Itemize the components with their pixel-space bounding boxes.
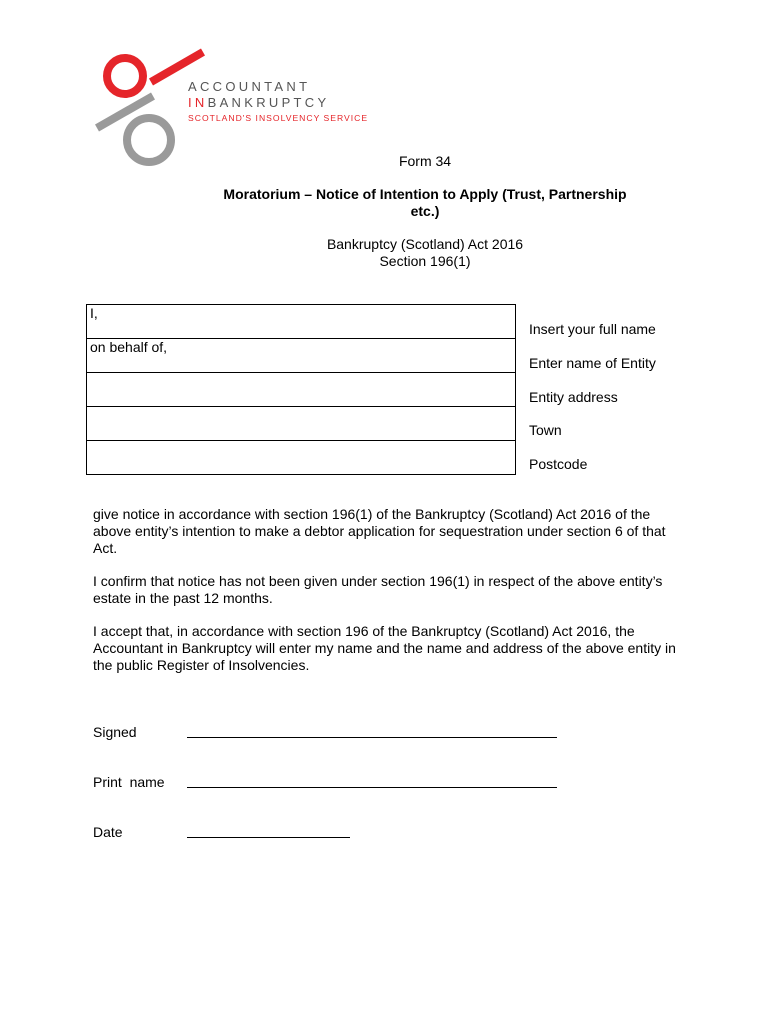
table-row	[87, 339, 516, 373]
acceptance-paragraph: I accept that, in accordance with section 196 of the Bankruptcy (Scotland) Act 2016, the Accountant in Bankruptcy will enter my name and the name and address of the above entity in the public Register of Insolvencies.	[93, 623, 676, 673]
entity-name-field[interactable]: on behalf of,	[87, 339, 516, 373]
postcode-field[interactable]	[87, 441, 516, 475]
date-line[interactable]	[187, 836, 350, 838]
logo-line-accountant: ACCOUNTANT	[188, 79, 311, 94]
date-label: Date	[93, 824, 123, 840]
logo-in: IN	[188, 95, 208, 110]
act-section: Section 196(1)	[379, 253, 471, 269]
notice-paragraph: give notice in accordance with section 196(1) of the Bankruptcy (Scotland) Act 2016 of the above entity’s intention to make a debtor application for sequestration under section 6 of that Act.	[93, 506, 666, 556]
hint-full-name: Insert your full name	[529, 321, 656, 337]
entity-details-table	[86, 304, 516, 475]
signed-label: Signed	[93, 724, 137, 740]
print-name-label: Print name	[93, 774, 165, 790]
logo-grey-bar	[97, 96, 153, 128]
hint-postcode: Postcode	[529, 456, 588, 472]
full-name-field[interactable]: I,	[87, 305, 516, 339]
act-reference	[220, 236, 630, 270]
table-row	[87, 373, 516, 407]
hint-entity-address: Entity address	[529, 389, 618, 405]
print-name-line[interactable]	[187, 786, 557, 788]
form-number: Form 34	[398, 153, 452, 169]
confirmation-paragraph: I confirm that notice has not been given under section 196(1) in respect of the above entity’s estate in the past 12 months.	[93, 573, 663, 606]
signature-line[interactable]	[187, 736, 557, 738]
act-name: Bankruptcy (Scotland) Act 2016	[326, 236, 524, 252]
table-row	[87, 305, 516, 339]
form-title: Moratorium – Notice of Intention to Apply (Trust, Partnership etc.)	[223, 186, 627, 219]
table-row	[87, 407, 516, 441]
logo-line-in-bankruptcy	[188, 95, 329, 111]
logo-bankruptcy: BANKRUPTCY	[207, 95, 330, 110]
entity-address-field[interactable]	[87, 373, 516, 407]
table-row	[87, 441, 516, 475]
hint-town: Town	[529, 422, 562, 438]
hint-entity-name: Enter name of Entity	[529, 355, 656, 371]
logo-wordmark	[188, 79, 329, 111]
logo-red-ring	[107, 58, 143, 94]
town-field[interactable]	[87, 407, 516, 441]
logo-tagline: SCOTLAND'S INSOLVENCY SERVICE	[188, 113, 369, 123]
logo-grey-ring	[127, 118, 171, 162]
logo-red-bar	[151, 52, 203, 82]
